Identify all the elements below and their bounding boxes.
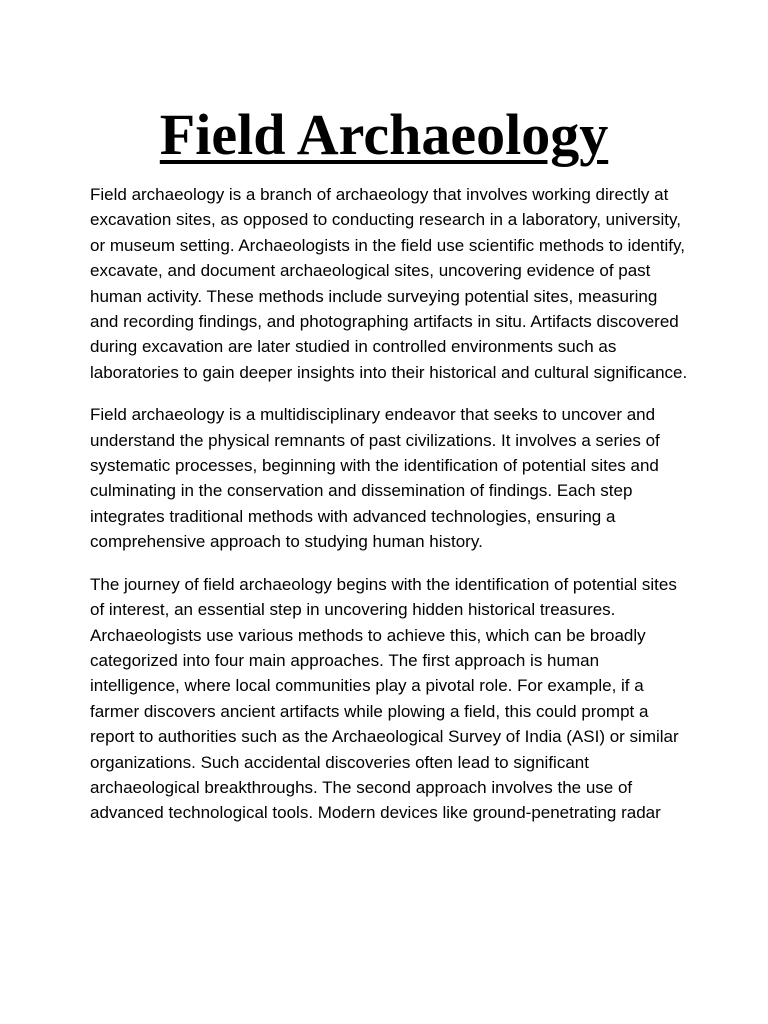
document-body (90, 182, 690, 843)
paragraph-multidisciplinary: Field archaeology is a multidisciplinary endeavor that seeks to uncover and understand the physical remnants of past civilizations. It involves a series of systematic processes, beginning with the identification of potential sites and culminating in the conservation and dissemination of findings. Each step integrates traditional methods with advanced technologies, ensuring a comprehensive approach to studying human history. (90, 405, 660, 552)
document-title-text: Field Archaeology (159, 102, 609, 167)
paragraph-intro: Field archaeology is a branch of archaeology that involves working directly at excavation sites, as opposed to conducting research in a laboratory, university, or museum setting. Archaeologists in the field use scientific methods to identify, excavate, and document archaeological sites, uncovering evidence of past human activity. These methods include surveying potential sites, measuring and recording findings, and photographing artifacts in situ. Artifacts discovered during excavation are later studied in controlled environments such as laboratories to gain deeper insights into their historical and cultural significance. (90, 185, 688, 382)
document-title (0, 100, 768, 170)
paragraph-site-identification: The journey of field archaeology begins with the identification of potential sites of interest, an essential step in uncovering hidden historical treasures. Archaeologists use various methods to achieve this, which can be broadly categorized into four main approaches. The first approach is human intelligence, where local communities play a pivotal role. For example, if a farmer discovers ancient artifacts while plowing a field, this could prompt a report to authorities such as the Archaeological Survey of India (ASI) or similar organizations. Such accidental discoveries often lead to significant archaeological breakthroughs. The second approach involves the use of advanced technological tools. Modern devices like ground-penetrating radar (90, 574, 679, 823)
